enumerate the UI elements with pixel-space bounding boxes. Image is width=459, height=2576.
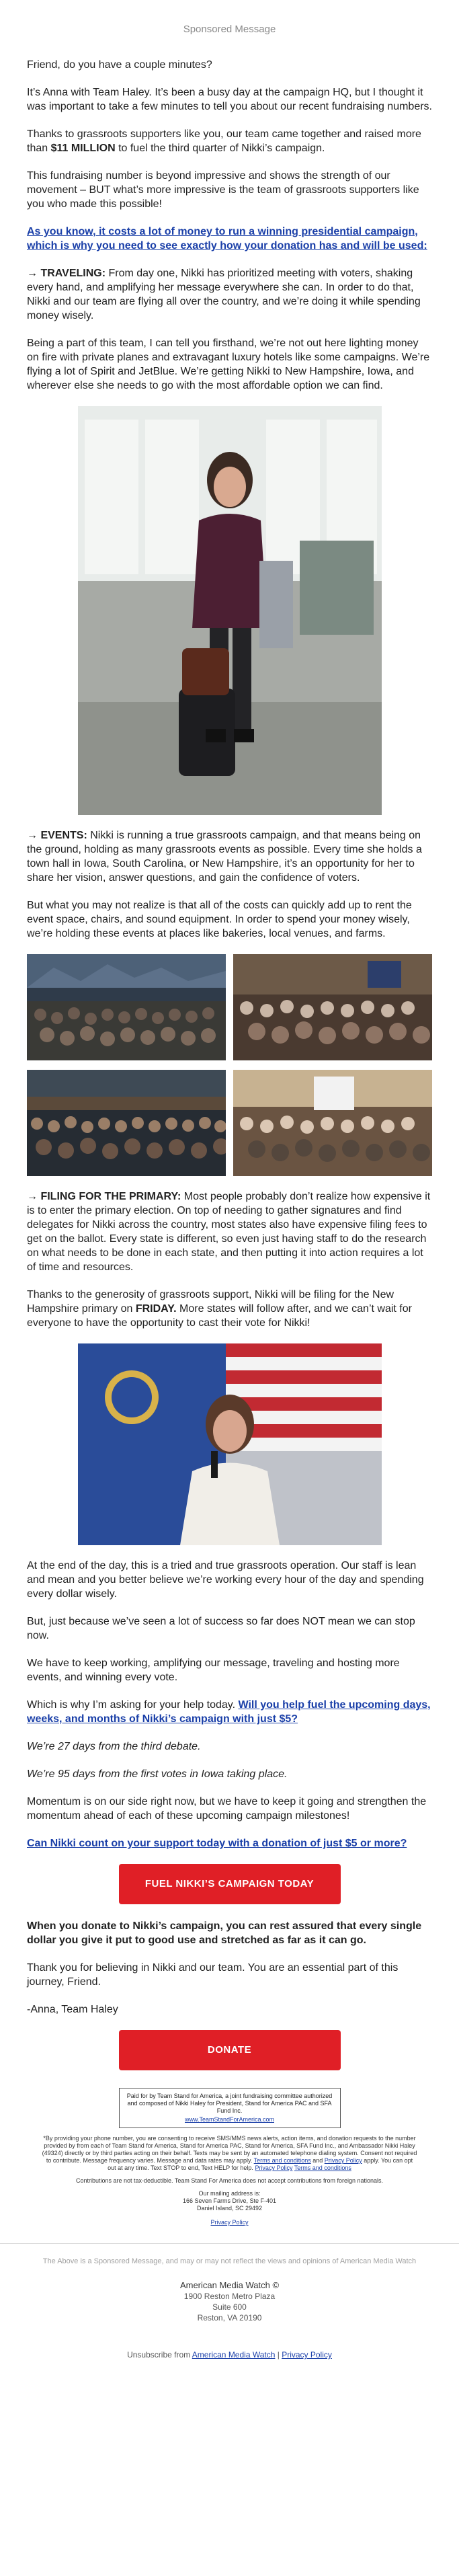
unsubscribe-link[interactable]: American Media Watch (192, 2350, 276, 2359)
team-stand-for-america-link[interactable]: www.TeamStandForAmerica.com (184, 2116, 275, 2123)
donation-use-link[interactable]: As you know, it costs a lot of money to run a winning presidential campaign, which is why you need to see exactly how your donation has and will be used: (27, 226, 427, 251)
iowa-countdown: We’re 95 days from the first votes in Iowa taking place. (27, 1768, 288, 1780)
mailing-label: Our mailing address is: (198, 2190, 261, 2197)
debate-countdown: We’re 27 days from the third debate. (27, 1741, 201, 1752)
fundraising-paragraph (27, 127, 432, 155)
donate-5-link[interactable]: Will you help fuel the upcoming days, weeks, and months of Nikki’s campaign with just $5? (27, 1699, 431, 1725)
event-photo-4[interactable] (233, 1070, 432, 1176)
terms-link[interactable]: Terms and conditions (253, 2157, 311, 2164)
event-photo-3[interactable] (27, 1070, 226, 1176)
text-span: *By providing your phone number, you are consenting to receive SMS/MMS news alerts, action items, and donation requests to the number provided by from each of Team Stand for America, Stand for America PAC, Stand for America, SFA Fund Inc., and Ambassador Nikki Haley (49324) directly or by third parties acting on their behalf. Texts may be sent by an automated telephone dialing system. Consent not required to contribute. Message frequency varies. Message and data rates may apply. (42, 2135, 417, 2164)
footer-addr-1: 1900 Reston Metro Plaza (183, 2292, 276, 2301)
momentum-paragraph: Momentum is on our side right now, but we have to keep it going and strengthen the momentum ahead of each of these upcoming campaign milestones! (27, 1796, 427, 1822)
event-photo-1[interactable] (27, 954, 226, 1060)
nikki-airport-photo[interactable] (78, 406, 382, 815)
greeting: Friend, do you have a couple minutes? (27, 59, 212, 71)
privacy-policy-link[interactable]: Privacy Policy (210, 2219, 249, 2226)
privacy-link-2[interactable]: Privacy Policy (255, 2164, 293, 2171)
paid-for-box (119, 2088, 341, 2128)
ask-paragraph (27, 1698, 432, 1726)
cannot-stop-paragraph: But, just because we’ve seen a lot of success so far does NOT mean we can stop now. (27, 1616, 415, 1641)
company-name: American Media Watch © (179, 2280, 280, 2290)
footer-address (0, 2280, 459, 2323)
unsubscribe-text: Unsubscribe from (127, 2350, 192, 2359)
text-span: Thanks to grassroots supporters like you, our team came together and raised more than (27, 128, 421, 154)
separator: | (275, 2350, 282, 2359)
text-span: and (310, 2157, 325, 2164)
donation-use-link-paragraph (27, 225, 432, 253)
events-paragraph (27, 828, 432, 885)
unsubscribe-line (0, 2350, 459, 2366)
footer-addr-3: Reston, VA 20190 (197, 2313, 262, 2323)
event-photo-2[interactable] (233, 954, 432, 1060)
sponsored-message-header (0, 0, 459, 58)
nikki-rally-photo[interactable] (78, 1343, 382, 1545)
events-lead: → EVENTS: (27, 830, 87, 841)
text-span: apply. You can opt out at any time. Text STOP to end, Text HELP for help. (108, 2157, 413, 2171)
movement-paragraph: This fundraising number is beyond impressive and shows the strength of our movement – BUT what’s more impressive is the team of grassroots supporters like you who made this possible! (27, 170, 419, 210)
budget-travel-paragraph: Being a part of this team, I can tell you firsthand, we’re not out here lighting money on fire with private planes and extravagant luxury hotels like some campaigns. We’re flying a lot of Spirit and JetBlue. We’re getting Nikki to New Hampshire, Iowa, and wherever else she needs to go with the most affordable option we can find. (27, 338, 430, 391)
amount-highlight: $11 MILLION (50, 143, 116, 154)
privacy-link[interactable]: Privacy Policy (324, 2157, 362, 2164)
mailing-address (27, 2190, 432, 2212)
text-span: Thanks to the generosity of grassroots support, Nikki will be filing for the New Hampshire primary on (27, 1289, 394, 1315)
text-span: Most people probably don’t realize how expensive it is to enter the primary election. On top of needing to gather signatures and find delegates for Nikki across the country, most states also have expensive filing fees to get on the ballot. Every state is different, so even just having staff to do the research on what needs to be done in each state, and then putting it into action requires a lot of time and resources. (27, 1191, 431, 1273)
footer-privacy-link[interactable]: Privacy Policy (282, 2350, 332, 2359)
text-span: Nikki is running a true grassroots campaign, and that means being on the ground, holding as many grassroots events as possible. Every time she holds a town hall in Iowa, South Carolina, or New Hampshire, it’s an opportunity for her to share her vision, answer questions, and gain the confidence of voters. (27, 830, 422, 884)
event-costs-paragraph: But what you may not realize is that all of the costs can quickly add up to rent the event space, chairs, and sound equipment. In order to spend your money wisely, we’re holding these events at places like bakeries, local venues, and farms. (27, 900, 412, 939)
terms-link-2[interactable]: Terms and conditions (294, 2164, 351, 2171)
traveling-paragraph (27, 266, 432, 323)
paid-for-text: Paid for by Team Stand for America, a joint fundraising committee authorized and composed of Nikki Haley for President, Stand for America PAC and SFA Fund Inc. (126, 2093, 333, 2114)
assurance-paragraph (27, 1919, 432, 1947)
sms-disclosure (42, 2135, 418, 2172)
text-span: More states will follow after, and we can’t wait for everyone to have the opportunity to cast their vote for Nikki! (27, 1303, 412, 1329)
contributions-notice: Contributions are not tax-deductible. Team Stand For America does not accept contributions from foreign nationals. (75, 2177, 384, 2184)
traveling-lead: → TRAVELING: (27, 268, 106, 279)
new-hampshire-paragraph (27, 1288, 432, 1330)
support-link-paragraph (27, 1836, 432, 1850)
mailing-line-1: 166 Seven Farms Drive, Ste F-401 (182, 2197, 277, 2204)
filing-paragraph (27, 1189, 432, 1274)
mailing-line-2: Daniel Island, SC 29492 (196, 2205, 263, 2212)
text-span: Which is why I’m asking for your help today. (27, 1699, 239, 1711)
keep-working-paragraph: We have to keep working, amplifying our message, traveling and hosting more events, and winning every vote. (27, 1657, 400, 1683)
text-span: From day one, Nikki has prioritized meeting with voters, shaking every hand, and amplifying her message everywhere she can. In order to do that, Nikki and our team are flying all over the country, and we’re doing it while spending money wisely. (27, 268, 421, 321)
assurance-text: When you donate to Nikki’s campaign, you can rest assured that every single dollar you give it put to good use and stretched as far as it can go. (27, 1920, 422, 1946)
sponsored-disclaimer: The Above is a Sponsored Message, and may or may not reflect the views and opinions of American Media Watch (42, 2257, 417, 2265)
intro-paragraph: It’s Anna with Team Haley. It’s been a busy day at the campaign HQ, but I thought it was important to take a few minutes to tell you about our recent fundraising numbers. (27, 87, 432, 112)
fuel-campaign-button[interactable]: FUEL NIKKI’S CAMPAIGN TODAY (119, 1864, 341, 1904)
sponsored-label: Sponsored Message (183, 23, 276, 35)
donate-button[interactable]: DONATE (119, 2030, 341, 2070)
email-body (27, 58, 432, 2226)
grassroots-paragraph: At the end of the day, this is a tried and true grassroots operation. Our staff is lean and mean and you better believe we’re working every hour of the day and spending every dollar wisely. (27, 1560, 424, 1600)
footer-addr-2: Suite 600 (212, 2302, 247, 2312)
support-5-link[interactable]: Can Nikki count on your support today with a donation of just $5 or more? (27, 1838, 407, 1849)
filing-lead: → FILING FOR THE PRIMARY: (27, 1191, 181, 1202)
thank-you-paragraph: Thank you for believing in Nikki and our team. You are an essential part of this journey, Friend. (27, 1962, 399, 1988)
signoff: -Anna, Team Haley (27, 2004, 118, 2015)
text-span: to fuel the third quarter of Nikki’s campaign. (115, 143, 325, 154)
friday-highlight: FRIDAY. (135, 1303, 177, 1315)
event-photo-grid (27, 954, 432, 1176)
